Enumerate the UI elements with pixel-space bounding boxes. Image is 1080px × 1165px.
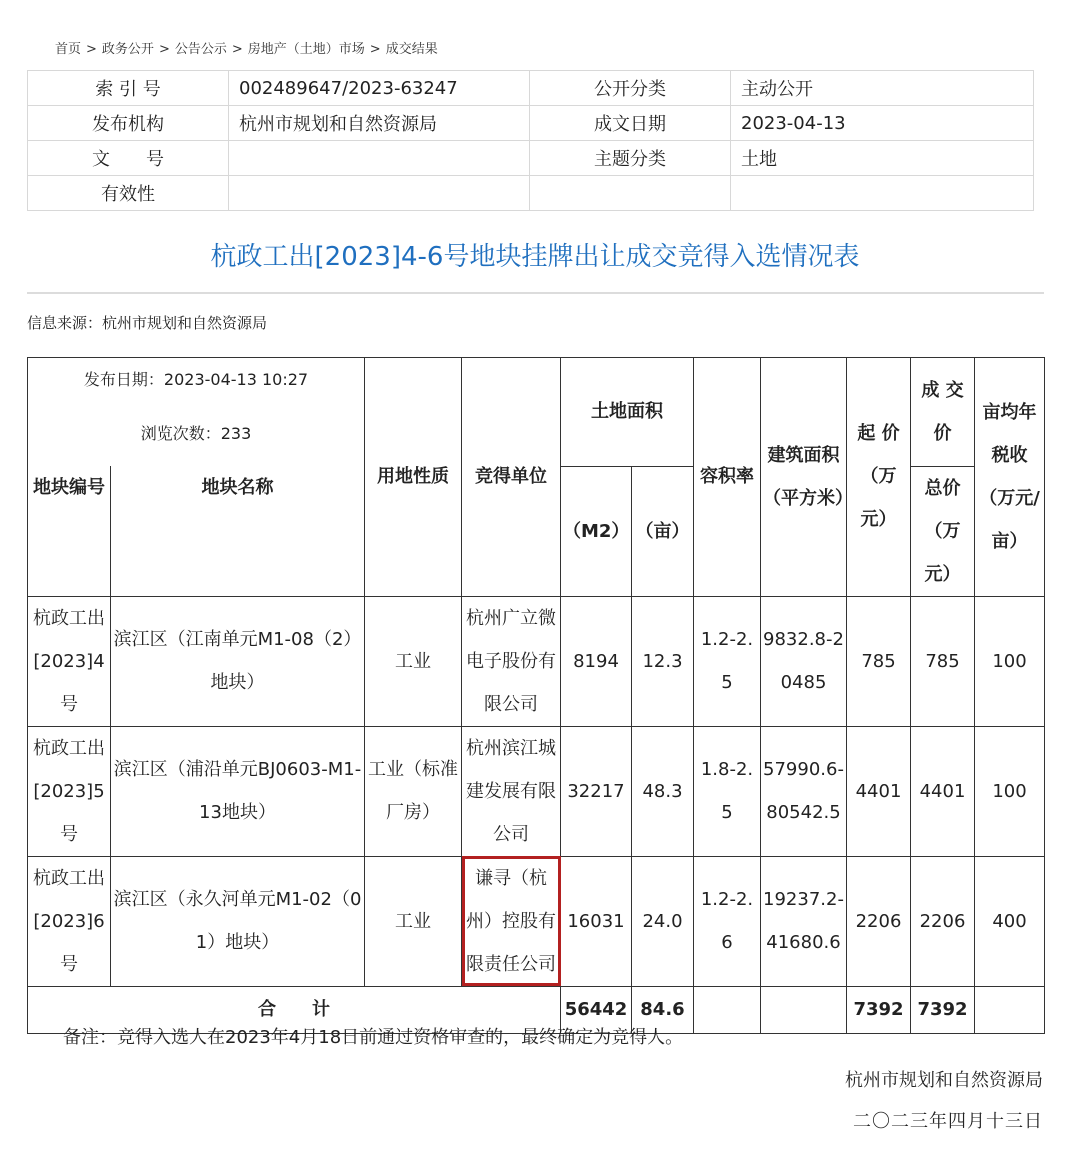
area-mu: 48.3 <box>632 726 694 856</box>
breadcrumb-results[interactable]: 成交结果 <box>385 42 438 57</box>
meta-value <box>229 141 530 176</box>
publish-date: 2023-04-13 10:27 <box>163 370 309 389</box>
total-price: 785 <box>911 596 975 726</box>
header-m2: （M2） <box>561 466 632 596</box>
land-use: 工业 <box>365 856 462 986</box>
winner: 杭州广立微电子股份有限公司 <box>462 596 561 726</box>
meta-value: 土地 <box>731 141 1034 176</box>
plot-name: 滨江区（江南单元M1-08（2）地块） <box>111 596 365 726</box>
meta-key: 文 号 <box>28 141 229 176</box>
plot-no: 杭政工出[2023]6号 <box>28 856 111 986</box>
header-start-price: 起 价（万元） <box>847 358 911 597</box>
total-tax <box>975 986 1045 1033</box>
meta-row <box>28 141 1034 176</box>
meta-value <box>731 176 1034 211</box>
far: 1.2-2.6 <box>694 856 761 986</box>
total-build-area <box>761 986 847 1033</box>
info-source-label: 信息来源： <box>27 314 103 332</box>
header-winner: 竞得单位 <box>462 358 561 597</box>
table-row <box>28 856 1045 986</box>
meta-key: 主题分类 <box>530 141 731 176</box>
land-use: 工业 <box>365 596 462 726</box>
meta-key: 有效性 <box>28 176 229 211</box>
tax: 100 <box>975 596 1045 726</box>
far: 1.2-2.5 <box>694 596 761 726</box>
start-price: 2206 <box>847 856 911 986</box>
page-title: 杭政工出[2023]4-6号地块挂牌出让成交竞得入选情况表 <box>210 242 860 272</box>
total-price: 4401 <box>911 726 975 856</box>
header-land-area: 土地面积 <box>561 358 694 467</box>
meta-key: 发布机构 <box>28 106 229 141</box>
meta-key: 索 引 号 <box>28 71 229 106</box>
total-price: 2206 <box>911 856 975 986</box>
info-source <box>27 312 267 333</box>
plot-name: 滨江区（永久河单元M1-02（01）地块） <box>111 856 365 986</box>
results-table <box>27 357 1045 1034</box>
meta-value <box>229 176 530 211</box>
plot-no: 杭政工出[2023]4号 <box>28 596 111 726</box>
publish-info <box>28 358 365 467</box>
land-use: 工业（标准厂房） <box>365 726 462 856</box>
header-build-area: 建筑面积（平方米） <box>761 358 847 597</box>
area-mu: 12.3 <box>632 596 694 726</box>
build-area: 19237.2-41680.6 <box>761 856 847 986</box>
meta-key: 公开分类 <box>530 71 731 106</box>
table-row <box>28 596 1045 726</box>
header-plot-name: 地块名称 <box>111 466 365 596</box>
total-mu: 84.6 <box>632 986 694 1033</box>
breadcrumb-real-estate[interactable]: 房地产（土地）市场 <box>247 42 365 57</box>
build-area: 57990.6-80542.5 <box>761 726 847 856</box>
breadcrumb-gov-open[interactable]: 政务公开 <box>101 42 154 57</box>
breadcrumb: 首页 > 政务公开 > 公告公示 > 房地产（土地）市场 > 成交结果 <box>55 42 438 57</box>
far: 1.8-2.5 <box>694 726 761 856</box>
breadcrumb-notices[interactable]: 公告公示 <box>174 42 227 57</box>
area-m2: 8194 <box>561 596 632 726</box>
start-price: 4401 <box>847 726 911 856</box>
header-deal-price: 成 交 价 <box>911 358 975 467</box>
area-m2: 16031 <box>561 856 632 986</box>
tax: 100 <box>975 726 1045 856</box>
divider <box>27 292 1044 294</box>
meta-value: 主动公开 <box>731 71 1034 106</box>
metadata-table <box>27 70 1034 211</box>
signature-org: 杭州市规划和自然资源局 <box>845 1070 1043 1091</box>
info-source-value: 杭州市规划和自然资源局 <box>102 314 268 332</box>
header-mu: （亩） <box>632 466 694 596</box>
header-land-use: 用地性质 <box>365 358 462 597</box>
winner: 杭州滨江城建发展有限公司 <box>462 726 561 856</box>
meta-key: 成文日期 <box>530 106 731 141</box>
header-plot-no: 地块编号 <box>28 466 111 596</box>
view-count-label: 浏览次数： <box>140 424 221 443</box>
meta-value: 2023-04-13 <box>731 106 1034 141</box>
total-start-price: 7392 <box>847 986 911 1033</box>
meta-value: 杭州市规划和自然资源局 <box>229 106 530 141</box>
header-total-price: 总价（万元） <box>911 466 975 596</box>
breadcrumb-home[interactable]: 首页 <box>55 42 82 57</box>
winner-highlighted: 谦寻（杭州）控股有限责任公司 <box>462 856 561 986</box>
header-far: 容积率 <box>694 358 761 597</box>
area-m2: 32217 <box>561 726 632 856</box>
area-mu: 24.0 <box>632 856 694 986</box>
plot-name: 滨江区（浦沿单元BJ0603-M1-13地块） <box>111 726 365 856</box>
tax: 400 <box>975 856 1045 986</box>
meta-value: 002489647/2023-63247 <box>229 71 530 106</box>
meta-row <box>28 71 1034 106</box>
publish-date-label: 发布日期： <box>83 370 164 389</box>
meta-row <box>28 106 1034 141</box>
start-price: 785 <box>847 596 911 726</box>
meta-key <box>530 176 731 211</box>
view-count: 233 <box>220 424 252 443</box>
plot-no: 杭政工出[2023]5号 <box>28 726 111 856</box>
build-area: 9832.8-20485 <box>761 596 847 726</box>
meta-row <box>28 176 1034 211</box>
signature-date: 二〇二三年四月十三日 <box>853 1111 1043 1132</box>
total-label: 合 计 <box>28 986 561 1033</box>
total-far <box>694 986 761 1033</box>
remark: 备注：竞得入选人在2023年4月18日前通过资格审查的，最终确定为竞得人。 <box>63 1027 684 1048</box>
total-total-price: 7392 <box>911 986 975 1033</box>
table-row <box>28 726 1045 856</box>
header-tax: 亩均年税收（万元/亩） <box>975 358 1045 597</box>
total-m2: 56442 <box>561 986 632 1033</box>
